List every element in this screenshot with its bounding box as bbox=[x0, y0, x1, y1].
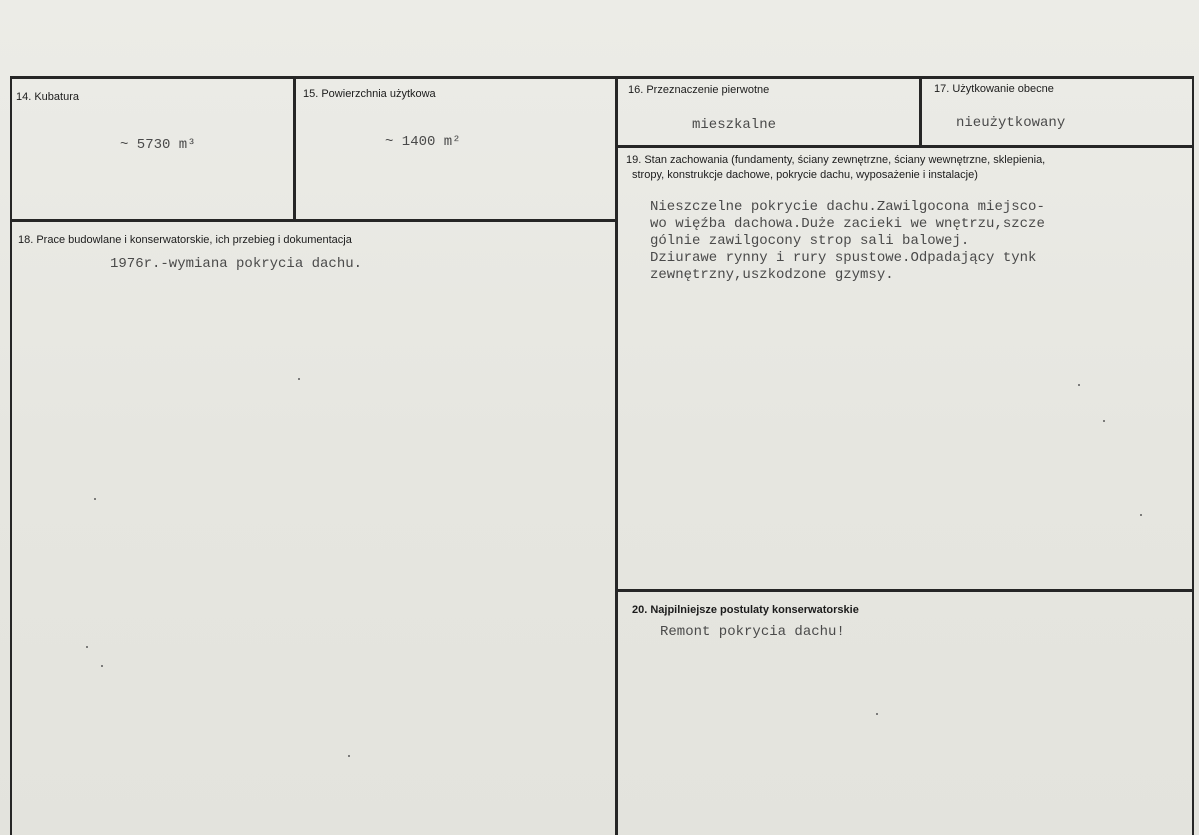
field-20-label: 20. Najpilniejsze postulaty konserwatorskie bbox=[632, 604, 859, 616]
field-14-value: ~ 5730 m³ bbox=[120, 137, 196, 153]
rule-vertical-14-15 bbox=[293, 76, 296, 222]
field-19-text-line: wo więźba dachowa.Duże zacieki we wnętrzu,szcze bbox=[650, 216, 1045, 232]
paper-speck bbox=[876, 713, 878, 715]
field-16-value: mieszkalne bbox=[692, 117, 777, 133]
field-17-label: 17. Użytkowanie obecne bbox=[934, 83, 1054, 95]
paper-speck bbox=[101, 665, 103, 667]
field-14-label: 14. Kubatura bbox=[16, 91, 79, 103]
field-15-label: 15. Powierzchnia użytkowa bbox=[303, 88, 436, 100]
rule-vertical-left bbox=[10, 76, 12, 835]
paper-speck bbox=[1103, 420, 1105, 422]
paper-speck bbox=[1140, 514, 1142, 516]
field-19-text-line: gólnie zawilgocony strop sali balowej. bbox=[650, 233, 970, 249]
rule-top bbox=[10, 76, 1194, 79]
field-19-text-line: Nieszczelne pokrycie dachu.Zawilgocona miejsco- bbox=[650, 199, 1045, 215]
rule-vertical-center bbox=[615, 76, 618, 835]
field-18-value: 1976r.-wymiana pokrycia dachu. bbox=[110, 256, 363, 272]
field-19-label-line-1: 19. Stan zachowania (fundamenty, ściany zewnętrzne, ściany wewnętrzne, sklepienia, bbox=[626, 154, 1046, 166]
rule-right-upper bbox=[616, 145, 1194, 148]
field-19-text-line: Dziurawe rynny i rury spustowe.Odpadający tynk bbox=[650, 250, 1037, 266]
paper-speck bbox=[86, 646, 88, 648]
field-15-value: ~ 1400 m² bbox=[385, 134, 461, 150]
rule-right-lower bbox=[616, 589, 1194, 592]
rule-vertical-right bbox=[1192, 76, 1194, 835]
paper-speck bbox=[348, 755, 350, 757]
rule-vertical-16-17 bbox=[919, 76, 922, 147]
paper-speck bbox=[1078, 384, 1080, 386]
field-20-value: Remont pokrycia dachu! bbox=[660, 624, 845, 640]
field-17-value: nieużytkowany bbox=[956, 115, 1066, 131]
paper-speck bbox=[94, 498, 96, 500]
paper-speck bbox=[298, 378, 300, 380]
field-16-label: 16. Przeznaczenie pierwotne bbox=[628, 84, 770, 96]
field-19-text-line: zewnętrzny,uszkodzone gzymsy. bbox=[650, 267, 894, 283]
field-19-text bbox=[650, 199, 1045, 284]
field-19-label-line-2: stropy, konstrukcje dachowe, pokrycie dachu, wyposażenie i instalacje) bbox=[632, 169, 978, 181]
field-18-label: 18. Prace budowlane i konserwatorskie, ich przebieg i dokumentacja bbox=[18, 234, 352, 246]
rule-left-mid bbox=[10, 219, 616, 222]
